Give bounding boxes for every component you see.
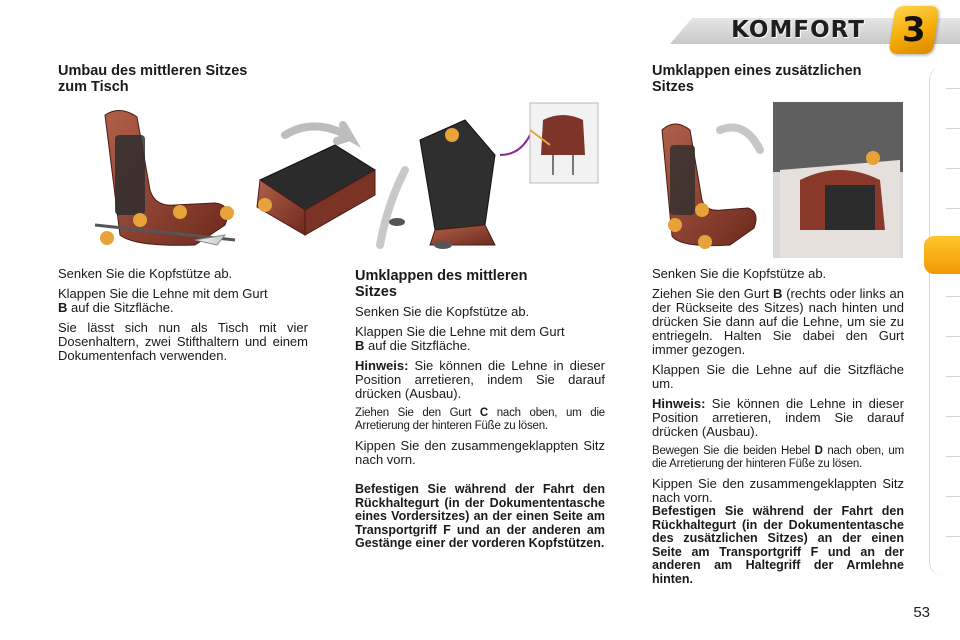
side-tab-8[interactable] — [946, 376, 960, 377]
right-hint-label: Hinweis: — [652, 396, 706, 411]
side-tab-2[interactable] — [946, 128, 960, 129]
right-p5 — [652, 445, 904, 471]
left-title-line2: zum Tisch — [58, 79, 129, 95]
right-p5-label: D — [814, 445, 823, 457]
seat-tilted-figure — [420, 120, 530, 249]
right-p6: Kippen Sie den zusammengeklappten Sitz nach vorn. — [652, 476, 904, 505]
seat-table-figure — [257, 125, 405, 245]
left-column-text — [58, 267, 308, 369]
side-tab-4[interactable] — [946, 208, 960, 209]
right-p3: Klappen Sie die Lehne auf die Sitzfläche um. — [652, 362, 904, 391]
page-header — [0, 0, 960, 58]
right-p5-text: Bewegen Sie die beiden Hebel — [652, 445, 815, 457]
extra-seat-illustration — [650, 100, 905, 260]
middle-hint-label: Hinweis: — [355, 358, 409, 373]
inset-headrest-photo — [530, 103, 598, 183]
right-hint-text: Sie können die Lehne in dieser Position arretieren, indem Sie darauf drücken (Ausbau). — [652, 396, 904, 439]
middle-section-title — [355, 268, 527, 300]
seat-upright-figure — [95, 110, 235, 245]
middle-p4-label: C — [479, 407, 488, 419]
middle-title-line1: Umklappen des mittleren — [355, 268, 528, 284]
right-p2-text2: (rechts oder links an der Rückseite des Sitzes) nach hinten und drücken Sie dann auf die Lehne, um sie zu entriegeln. Halten Sie dabei den Gurt immer gezogen. — [652, 286, 904, 357]
left-section-title — [58, 63, 247, 95]
middle-p5: Kippen Sie den zusammengeklappten Sitz nach vorn. — [355, 438, 605, 467]
side-tab-6[interactable] — [946, 296, 960, 297]
middle-p1: Senken Sie die Kopfstütze ab. — [355, 304, 530, 319]
page-number: 53 — [913, 604, 930, 621]
extra-seat-upright-figure — [662, 124, 760, 249]
left-title-line1: Umbau des mittleren Sitzes — [58, 63, 248, 79]
left-p2-label: B — [58, 300, 68, 315]
right-hint — [652, 397, 904, 439]
middle-p2-text: Klappen Sie die Lehne mit dem Gurt — [355, 324, 565, 339]
middle-column-text — [355, 305, 605, 557]
left-p2 — [58, 287, 308, 315]
right-title-line1: Umklappen eines zusätzlichen — [652, 63, 862, 79]
middle-title-line2: Sitzes — [355, 284, 397, 300]
middle-p6: Befestigen Sie während der Fahrt den Rückhaltegurt (in der Dokumententasche eines Vordersitzes) an der einen Seite am Transportgriff F und an der anderen am Gestänge einer der vorderen Kopfstützen. — [355, 482, 605, 550]
side-tab-12[interactable] — [946, 536, 960, 537]
middle-p4-text: Ziehen Sie den Gurt — [355, 407, 480, 419]
side-tab-11[interactable] — [946, 496, 960, 497]
extra-seat-photo — [773, 102, 903, 258]
side-tab-rail — [929, 66, 960, 576]
middle-p4-text2: nach oben, um die Arretierung der hinteren Füße zu lösen. — [355, 407, 605, 432]
chapter-badge — [889, 6, 940, 54]
middle-p4 — [355, 407, 605, 433]
side-tab-1[interactable] — [946, 88, 960, 89]
right-section-title — [652, 63, 862, 95]
chapter-title: KOMFORT — [731, 17, 865, 43]
right-title-line2: Sitzes — [652, 79, 694, 95]
middle-p2-label: B — [355, 338, 365, 353]
left-p1: Senken Sie die Kopfstütze ab. — [58, 266, 233, 281]
right-p2-text: Ziehen Sie den Gurt — [652, 286, 773, 301]
chapter-number: 3 — [902, 10, 926, 50]
right-p2 — [652, 287, 904, 357]
side-tab-3[interactable] — [946, 168, 960, 169]
side-tab-9[interactable] — [946, 416, 960, 417]
middle-hint-text: Sie können die Lehne in dieser Position arretieren, indem Sie darauf drücken (Ausbau). — [355, 358, 605, 401]
middle-p2 — [355, 325, 605, 353]
left-p2-text2: auf die Sitzfläche. — [67, 300, 174, 315]
side-tab-10[interactable] — [946, 456, 960, 457]
right-p5-text2: nach oben, um die Arretierung der hinteren Füße zu lösen. — [652, 445, 904, 470]
middle-seat-illustration — [75, 95, 605, 260]
side-tab-active[interactable] — [924, 236, 960, 274]
middle-p2-text2: auf die Sitzfläche. — [364, 338, 471, 353]
right-p1: Senken Sie die Kopfstütze ab. — [652, 266, 827, 281]
side-tab-7[interactable] — [946, 336, 960, 337]
left-p2-text: Klappen Sie die Lehne mit dem Gurt — [58, 286, 268, 301]
right-p2-label: B — [772, 286, 783, 301]
left-p3: Sie lässt sich nun als Tisch mit vier Dosenhaltern, zwei Stifthaltern und einem Dokumentenfach verwenden. — [58, 320, 308, 363]
middle-hint — [355, 359, 605, 401]
right-p7: Befestigen Sie während der Fahrt den Rückhaltegurt (in der Dokumententasche des zusätzlichen Sitzes) an der einen Seite am Transportgriff F und an der anderen am Haltegriff der Armlehne hinten. — [652, 504, 904, 586]
right-column-text — [652, 267, 904, 592]
